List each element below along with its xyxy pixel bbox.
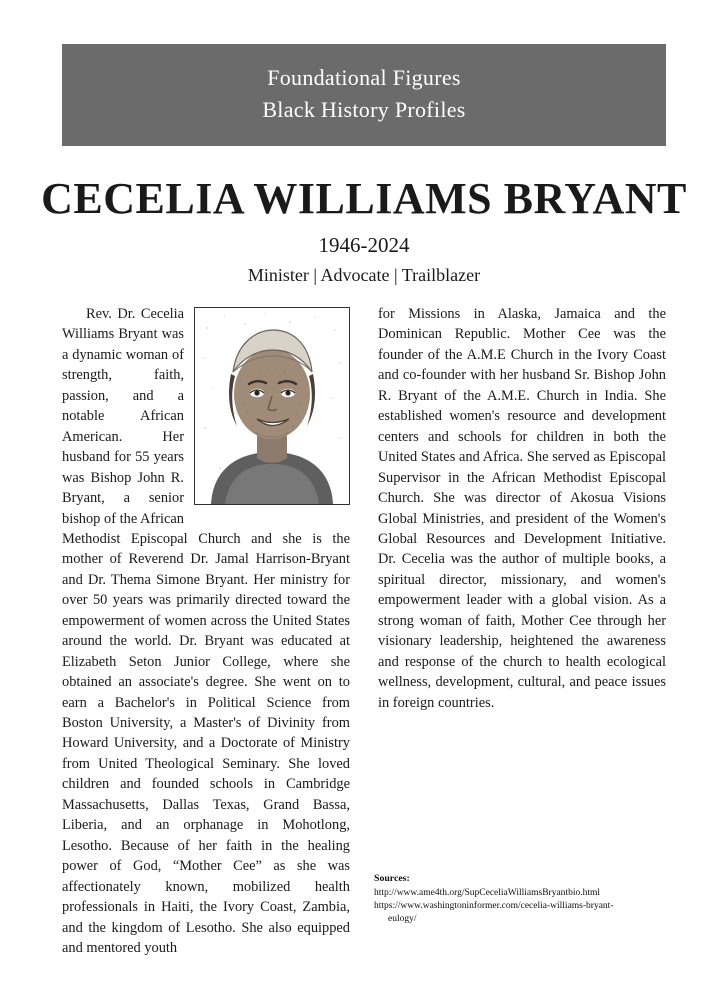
banner-line-1: Foundational Figures [267,65,461,90]
sources-label: Sources: [374,873,410,884]
page-title: CECELIA WILLIAMS BRYANT [41,173,687,223]
portrait-illustration [195,308,349,504]
right-column [378,304,666,713]
left-column [62,304,350,959]
body-columns [62,304,666,959]
sources-block [374,872,674,926]
role-subtitle: Minister | Advocate | Trailblazer [247,264,481,285]
source-link-1[interactable]: http://www.ame4th.org/SupCeceliaWilliamsBryantbio.html [374,888,601,899]
right-column-text: for Missions in Alaska, Jamaica and the Dominican Republic. Mother Cee was the founder of the A.M.E Church in the Ivory Coast and co-founder with her husband Sr. Bishop John R. Bryant of the A.M.E. Church in India. She established women's resource and development centers and schools for children in both the United States and Africa. She served as Episcopal Supervisor in the African Methodist Episcopal Church. She was director of Akosua Visions Global Ministries, and president of the Women's Global Resources and Development Initiative. Dr. Cecelia was the author of multiple books, a spiritual director, missionary, and women's empowerment leader with a global vision. As a strong woman of faith, Mother Cee through her visionary leadership, heightened the awareness and response of the church to health ecological wellness, development, cultural, and peace issues in foreign countries. [378,305,666,711]
banner-line-2: Black History Profiles [262,96,466,122]
document-page [0,44,728,1007]
portrait-image [194,307,350,505]
source-link-2[interactable]: https://www.washingtoninformer.com/cecelia-williams-bryant- [374,901,614,912]
header-banner [62,44,666,146]
left-column-text: Rev. Dr. Cecelia Williams Bryant was a dynamic woman of strength, faith, passion, and a notable African American. Her husband for 55 years was Bishop John R. Bryant, a senior bishop of the African Methodist Episcopal Church and she is the mother of Reverend Dr. Jamal Harrison-Bryant and Dr. Thema Simone Bryant. Her ministry for over 50 years was primarily directed toward the empowerment of women across the United States around the world. Dr. Bryant was educated at Elizabeth Seton Junior College, where she obtained an associate's degree. She went on to earn a Bachelor's in Political Science from Boston University, a Master's of Divinity from Howard University, and a Doctorate of Ministry from United Theological Seminary. She loved children and founded schools in Cambridge Massachusetts, Dallas Texas, Grand Bassa, Liberia, and an orphanage in Mohotlong, Lesotho. Because of her faith in the healing power of God, “Mother Cee” as she was affectionately known, mobilized health professionals in Haiti, the Ivory Coast, Zambia, and the kingdom of Lesotho. She also equipped and mentored youth [62,305,350,957]
title-block [0,173,728,286]
source-link-2-cont[interactable]: eulogy/ [388,913,417,924]
life-years: 1946-2024 [318,232,410,257]
